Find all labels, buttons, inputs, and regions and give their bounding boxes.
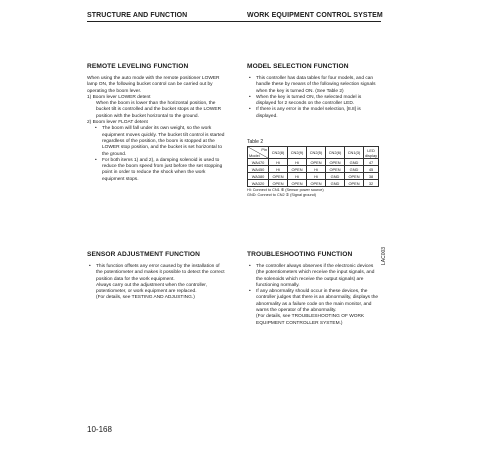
table-notes [247, 188, 387, 198]
remote-intro: When using the auto mode with the remote positioner LOWER lamp ON, the following bucket control can be carried out by operating the boom lever. [87, 76, 220, 94]
sensor-text2: Always carry out the adjustment when the controller, potentiometer, or work equipment are replaced. [96, 282, 207, 295]
sensor-adjustment-title: SENSOR ADJUSTMENT FUNCTION [87, 251, 200, 258]
remote-leveling-title: REMOTE LEVELING FUNCTION [87, 63, 189, 70]
trouble-bullet1: • The controller always observes if the electronic devices (the potentiometers which receive the input signals, and the solenoids which receive the output signals) are functioning normally. [247, 264, 381, 289]
table-row [248, 166, 379, 173]
table-cell: Hi [269, 166, 288, 173]
table-cell: 45 [364, 166, 379, 173]
header-left: STRUCTURE AND FUNCTION [87, 12, 188, 19]
table-cell: GND [345, 166, 364, 173]
table-cell: 38 [364, 173, 379, 180]
model-label: Model [249, 153, 260, 158]
troubleshooting-title: TROUBLESHOOTING FUNCTION [247, 251, 353, 258]
table-cell: OPEN [307, 180, 326, 187]
remote-item1-text: When the boom is lower than the horizontal position, the bucket tilt is controlled and the bucket stops at the LOWER position with the bucket horizontal to the ground. [96, 101, 222, 119]
table-cell: OPEN [288, 166, 307, 173]
troubleshooting-body [247, 264, 381, 327]
table-note-gnd: GND: Connect to CN2 ② (Signal ground) [247, 193, 317, 197]
col-header: CN2(6) [326, 147, 345, 159]
table-cell: OPEN [269, 173, 288, 180]
sensor-adjustment-body [87, 264, 225, 302]
remote-leveling-body [87, 76, 225, 183]
table-cell: OPEN [269, 180, 288, 187]
col-header: CN2(9) [288, 147, 307, 159]
pin-label: Pin [261, 147, 267, 152]
table-cell: Hi [288, 159, 307, 166]
model-bullet1: • This controller has data tables for four models, and can handle these by means of the following selection signals when the key is turned ON. (See Table 2) [247, 76, 381, 95]
remote-bullet1: • The boom will fall under its own weight, so the work equipment moves quickly. The bucket tilt control is started regardless of the position, the boom is stopped at the LOWER stop position, and the bucket is set horizontal to the ground. [87, 126, 225, 157]
col-header: CN2(8) [269, 147, 288, 159]
remote-item2-title: 2) Boom lever FLOAT detent [87, 120, 148, 126]
table-cell: 32 [364, 180, 379, 187]
table-note-hi: Hi: Connect to CN1 ⑥ (Sensor power source) [247, 188, 324, 192]
col-header: CN1(3) [345, 147, 364, 159]
model-selection-title: MODEL SELECTION FUNCTION [247, 63, 349, 70]
diag-cell [248, 147, 269, 159]
table-cell: WA380 [248, 173, 269, 180]
model-bullet3: • If there is any error in the model selection, [8.8] is displayed. [247, 107, 381, 120]
table-cell: Hi [269, 159, 288, 166]
table-cell: 47 [364, 159, 379, 166]
sensor-bullet1: • This function offsets any error caused by the installation of the potentiometer and makes it possible to detect the correct position data for the work equipment. [87, 264, 225, 283]
table-caption: Table 2 [247, 139, 264, 145]
table-cell: GND [326, 173, 345, 180]
table-row [248, 180, 379, 187]
side-code: LAC003 [381, 246, 387, 265]
table-cell: OPEN [326, 166, 345, 173]
table-cell: OPEN [326, 159, 345, 166]
table-cell: WA470 [248, 159, 269, 166]
led-header: LED display [364, 147, 378, 158]
table-cell: GND [326, 180, 345, 187]
trouble-bullet2: • If any abnormality should occur in these devices, the controller judges that there is an abnormality, displays the abnormality as a failure code on the main monitor, and warns the operator of the abnormality. [247, 289, 381, 314]
remote-item1-title: 1) Boom lever LOWER detent [87, 94, 151, 100]
table-cell: Hi [307, 173, 326, 180]
table-row [248, 159, 379, 166]
trouble-text3: (For details, see TROUBLESHOOTING OF WORK EQUIPMENT CONTROLLER SYSTEM.) [256, 314, 365, 326]
model-bullet2: • When the key is turned ON, the selected model is displayed for 2 seconds on the controller LED. [247, 95, 381, 108]
table-cell: Hi [307, 166, 326, 173]
model-table [247, 146, 379, 187]
table-header-row [248, 147, 379, 159]
table-row [248, 173, 379, 180]
table-cell: GND [345, 159, 364, 166]
table-cell: OPEN [288, 180, 307, 187]
table-cell: OPEN [307, 159, 326, 166]
model-selection-body [247, 76, 381, 120]
header-right: WORK EQUIPMENT CONTROL SYSTEM [247, 12, 383, 19]
table-cell: WA450 [248, 166, 269, 173]
sensor-text3: (For details, see TESTING AND ADJUSTING.) [96, 295, 195, 301]
col-header: CN2(5) [307, 147, 326, 159]
page-number: 10-168 [87, 425, 112, 434]
remote-bullet2: • For both items 1) and 2), a damping solenoid is used to reduce the boom speed from just before the set stopping point in order to reduce the shock when the work equipment stops. [87, 158, 225, 183]
table-cell: OPEN [345, 173, 364, 180]
table-cell: WA320 [248, 180, 269, 187]
table-cell: OPEN [345, 180, 364, 187]
table-cell: Hi [288, 173, 307, 180]
header-rule [87, 21, 381, 22]
